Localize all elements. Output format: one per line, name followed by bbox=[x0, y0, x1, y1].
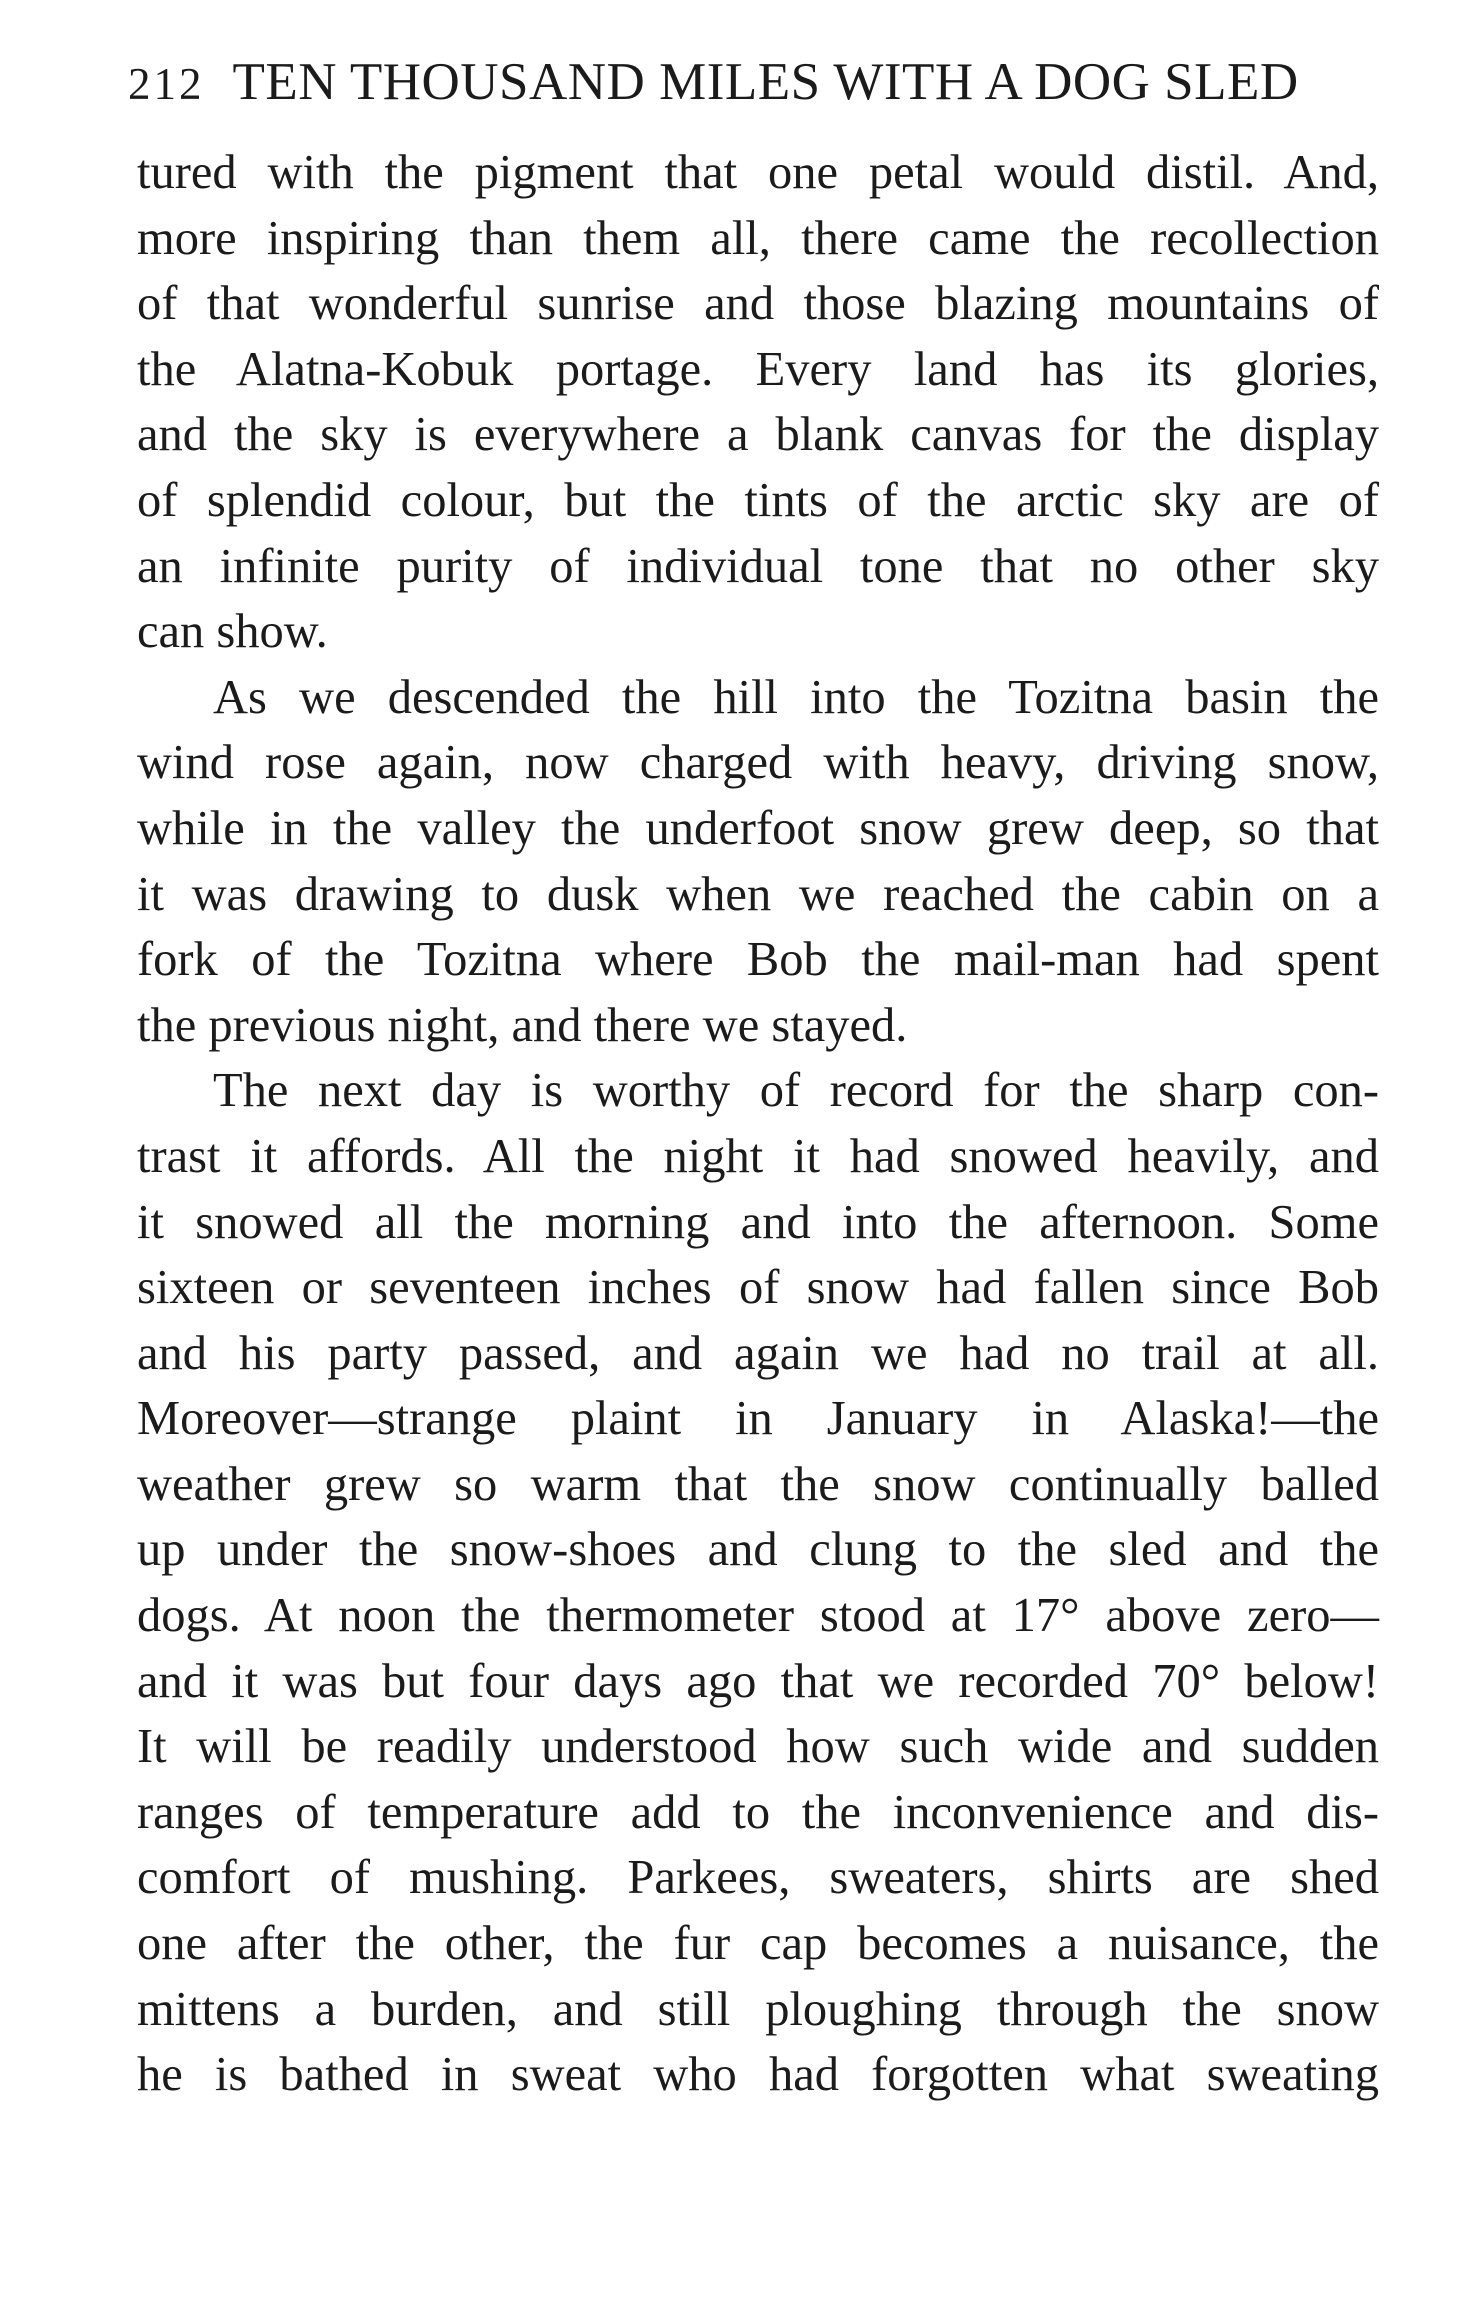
text-line: while in the valley the underfoot snow grew deep, so that bbox=[137, 801, 1379, 855]
text-line: weather grew so warm that the snow continually balled bbox=[137, 1457, 1379, 1511]
text-line: trast it affords. All the night it had snowed heavily, and bbox=[137, 1129, 1379, 1183]
text-line: comfort of mushing. Parkees, sweaters, shirts are shed bbox=[137, 1851, 1379, 1905]
text-line: and the sky is everywhere a blank canvas for the display bbox=[137, 408, 1379, 462]
running-head bbox=[128, 52, 1343, 124]
text-line: more inspiring than them all, there came the recollection bbox=[137, 211, 1379, 265]
text-line: it snowed all the morning and into the afternoon. Some bbox=[137, 1195, 1379, 1249]
text-line: dogs. At noon the thermometer stood at 17° above zero— bbox=[137, 1589, 1379, 1643]
paragraph-end-line: can show. bbox=[137, 605, 328, 659]
paragraph-end-line: the previous night, and there we stayed. bbox=[137, 998, 908, 1052]
text-line: mittens a burden, and still ploughing through the snow bbox=[137, 1982, 1379, 2036]
text-line: it was drawing to dusk when we reached the cabin on a bbox=[137, 867, 1379, 921]
text-line: of splendid colour, but the tints of the arctic sky are of bbox=[137, 473, 1379, 527]
text-line: an infinite purity of individual tone that no other sky bbox=[137, 539, 1379, 593]
body-text bbox=[137, 140, 1379, 2108]
text-line: fork of the Tozitna where Bob the mail-man had spent bbox=[137, 933, 1379, 987]
text-line: of that wonderful sunrise and those blazing mountains of bbox=[137, 277, 1379, 331]
text-line: Moreover—strange plaint in January in Alaska!—the bbox=[137, 1392, 1379, 1446]
text-line: wind rose again, now charged with heavy, driving snow, bbox=[137, 736, 1379, 790]
text-line: and his party passed, and again we had no trail at all. bbox=[137, 1326, 1379, 1380]
running-title: TEN THOUSAND MILES WITH A DOG SLED bbox=[232, 53, 1299, 111]
text-line: he is bathed in sweat who had forgotten what sweating bbox=[137, 2048, 1379, 2102]
text-line: and it was but four days ago that we recorded 70° below! bbox=[137, 1654, 1379, 1708]
text-line: up under the snow-shoes and clung to the sled and the bbox=[137, 1523, 1379, 1577]
paragraph-start-line: The next day is worthy of record for the sharp con- bbox=[213, 1064, 1379, 1118]
text-line: It will be readily understood how such wide and sudden bbox=[137, 1720, 1379, 1774]
text-line: ranges of temperature add to the inconvenience and dis- bbox=[137, 1785, 1379, 1839]
page-number: 212 bbox=[128, 59, 205, 109]
text-line: sixteen or seventeen inches of snow had fallen since Bob bbox=[137, 1261, 1379, 1315]
text-line: tured with the pigment that one petal would distil. And, bbox=[137, 146, 1379, 199]
text-line: the Alatna-Kobuk portage. Every land has its glories, bbox=[137, 342, 1379, 396]
paragraph-start-line: As we descended the hill into the Tozitna basin the bbox=[213, 670, 1379, 724]
text-line: one after the other, the fur cap becomes a nuisance, the bbox=[137, 1917, 1379, 1971]
